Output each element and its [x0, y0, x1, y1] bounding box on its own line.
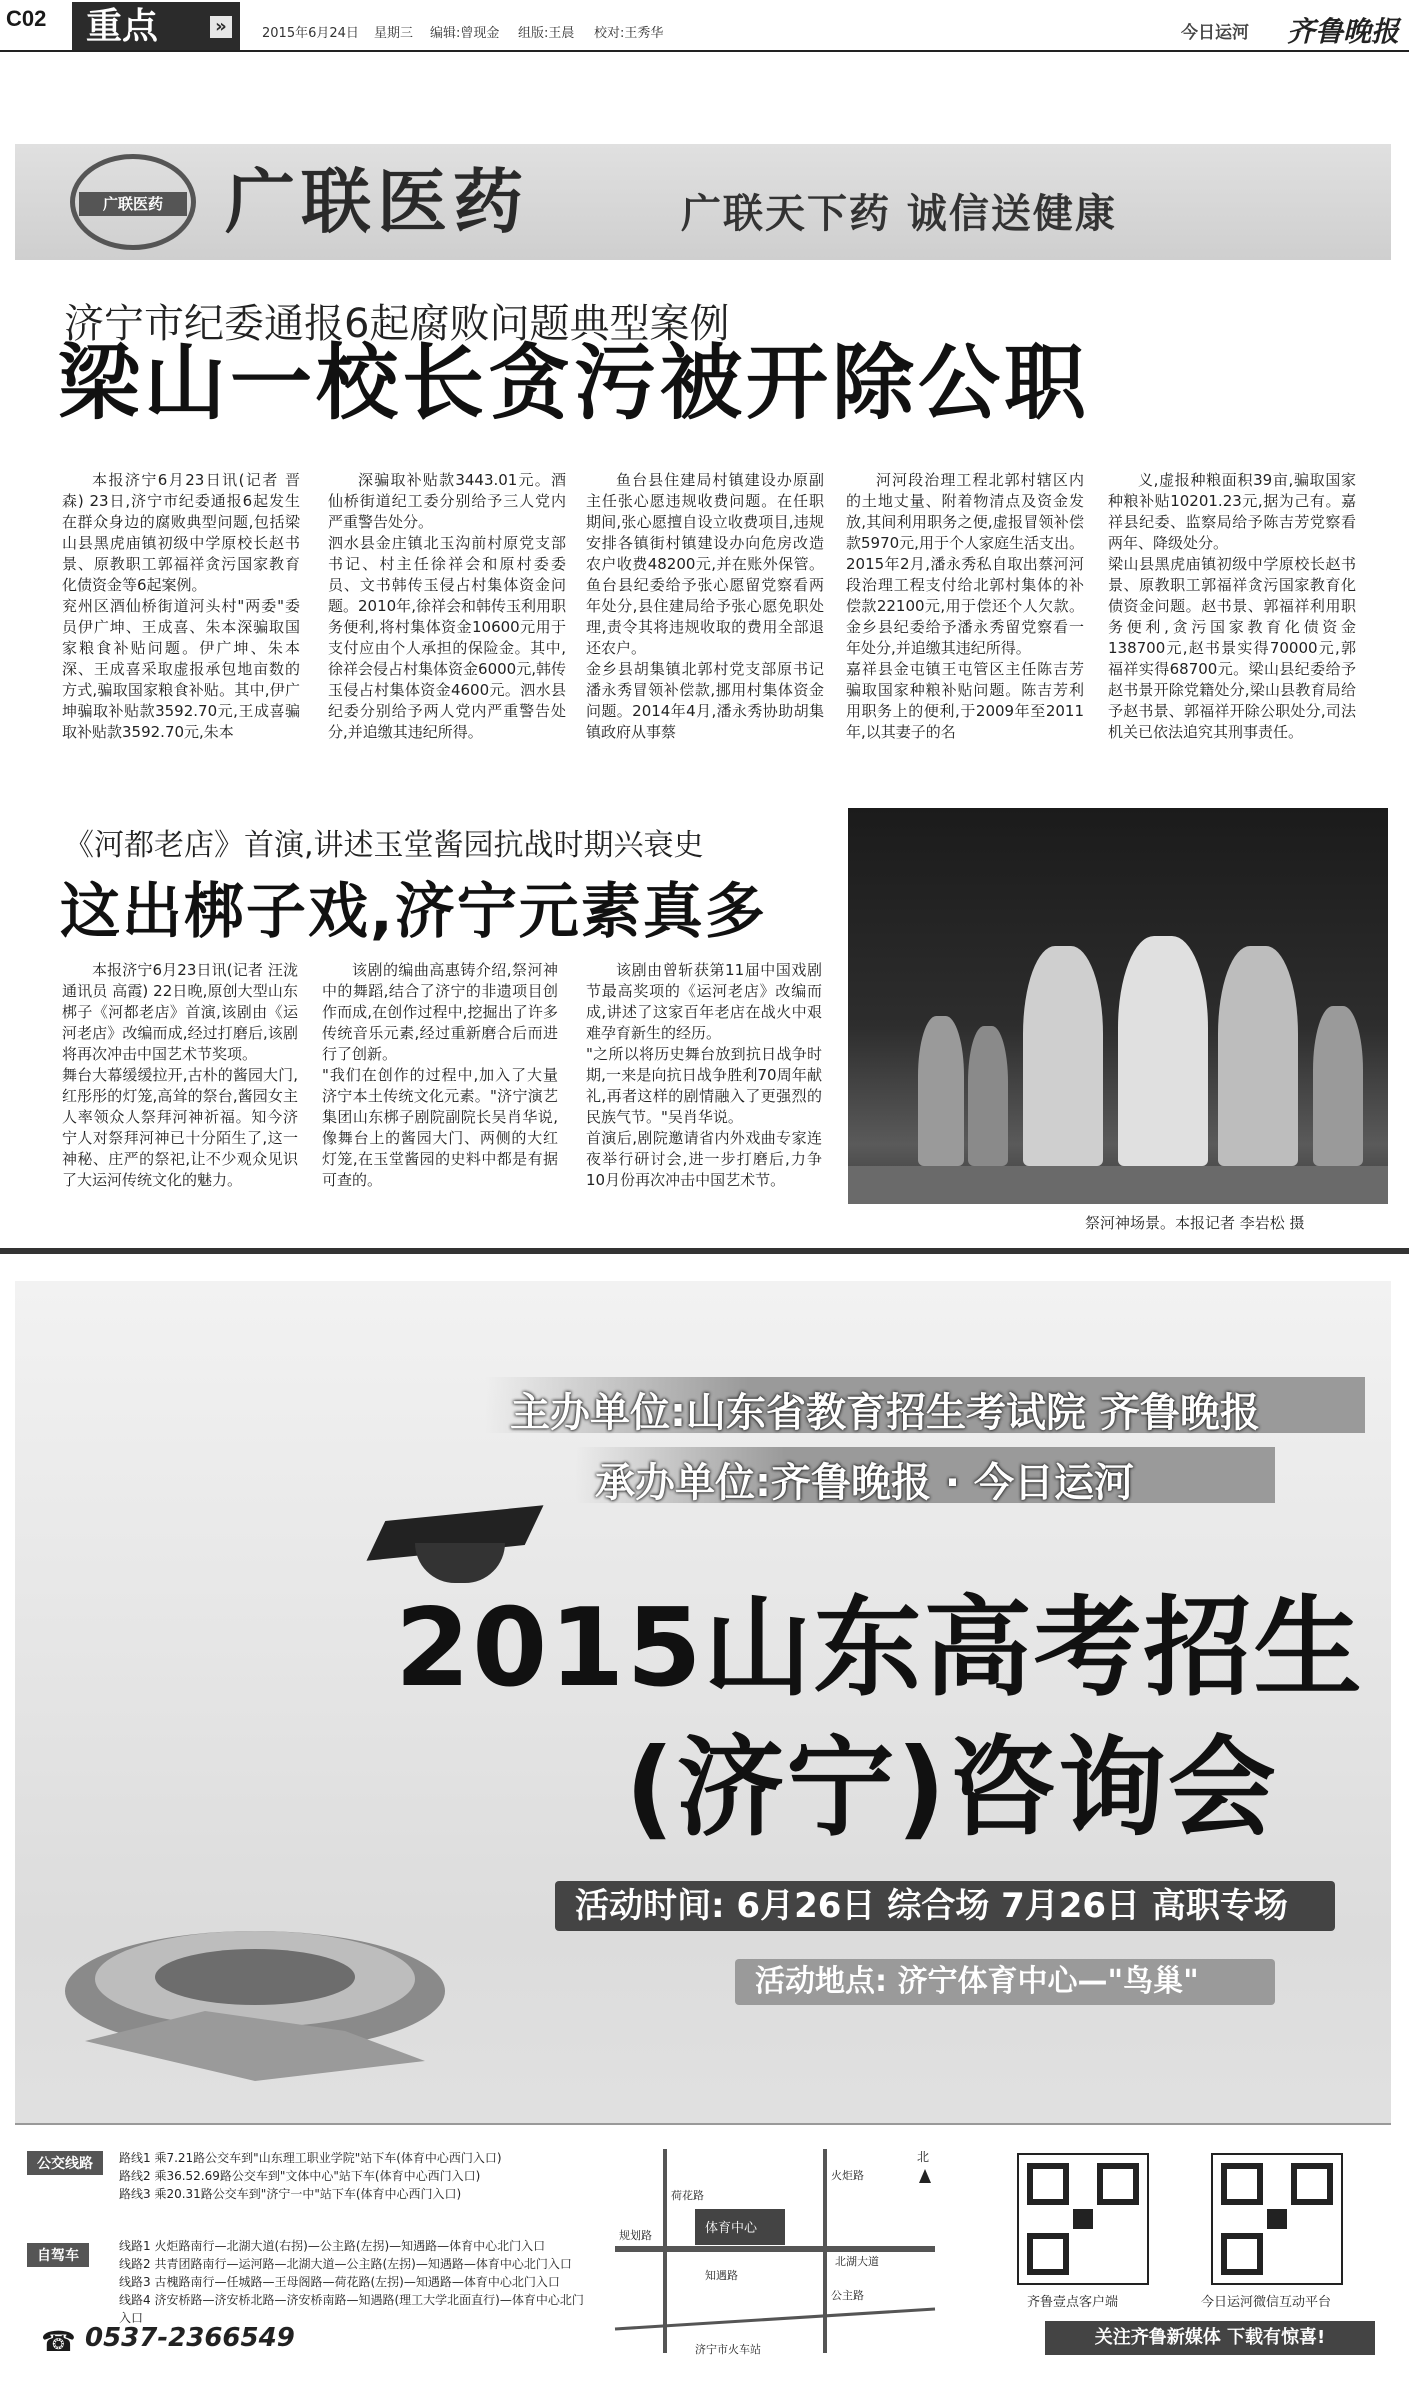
performer-figure: [1023, 946, 1103, 1166]
chevron-right-icon: »: [210, 16, 232, 38]
article1-column-2: [328, 470, 566, 743]
bus-routes: [119, 2149, 559, 2203]
organizer-bar: [485, 1377, 1365, 1436]
event-place-bar: [735, 1959, 1275, 2005]
map-label: 火炬路: [831, 2169, 864, 2182]
article1-column-3: [586, 470, 824, 743]
editor-credit: 编辑:曾现金: [430, 26, 500, 41]
performer-figure: [918, 1016, 964, 1166]
pharma-slogan: 广联天下药 诚信送健康: [681, 191, 1117, 237]
performer-figure: [1313, 1006, 1363, 1166]
bus-route: 路线3 乘20.31路公交车到"济宁一中"站下车(体育中心西门入口): [119, 2187, 462, 2201]
edition-name: 今日运河: [1181, 23, 1249, 43]
article1-text: 鱼台县住建局村镇建设办原副主任张心愿违规收费问题。在任职期间,张心愿擅自设立收费项目,违规安排各镇街村镇建设办向危房改造农户收费48200元,并在账外保管。鱼台县纪委给予张心愿留党察看两年处分,县住建局给予张心愿免职处理,责令其将违规收取的费用全部退还农户。 金乡县胡集镇北郭村党支部原书记潘永秀冒领补偿款,挪用村集体资金问题。2014年4月,潘永秀协助胡集镇政府从事蔡: [586, 471, 824, 741]
map-label: 济宁市火车站: [695, 2343, 761, 2356]
proof-credit: 校对:王秀华: [594, 26, 664, 41]
article1-text: 深骗取补贴款3443.01元。酒仙桥街道纪工委分别给予三人党内严重警告处分。 泗水县金庄镇北玉沟前村原党支部书记、村主任徐祥会和原村委委员、文书韩传玉侵占村集体资金问题。2010年,徐祥会和韩传玉利用职务便利,将村集体资金10600元用于支付应由个人承担的保险金。其中,徐祥会侵占村集体资金6000元,韩传玉侵占村集体资金4600元。泗水县纪委分别给予两人党内严重警告处分,并追缴其违纪所得。: [328, 471, 566, 741]
location-map: [605, 2139, 945, 2363]
article1-column-4: [846, 470, 1084, 743]
map-label: 北: [917, 2150, 930, 2164]
car-route: 线路1 火炬路南行—北湖大道(右拐)—公主路(左拐)—知遇路—体育中心北门入口: [119, 2239, 546, 2253]
article1-kicker: 济宁市纪委通报6起腐败问题典型案例: [64, 301, 730, 347]
issue-date: 2015年6月24日: [262, 26, 359, 41]
map-label: 北湖大道: [835, 2255, 879, 2268]
ad-info-strip: [15, 2123, 1391, 2371]
section-separator: [0, 1248, 1409, 1254]
event-place: 活动地点: 济宁体育中心—"鸟巢": [755, 1964, 1199, 1999]
car-route: 线路4 济安桥路—济安桥北路—济安桥南路—知遇路(理工大学北面直行)—体育中心北门入口: [119, 2293, 584, 2325]
phone-icon: ☎: [41, 2325, 76, 2358]
issue-weekday: 星期三: [374, 26, 414, 41]
stage-floor: [848, 1166, 1388, 1204]
performer-figure: [1118, 936, 1208, 1166]
article1-column-1: [62, 470, 300, 743]
article1-headline: 梁山一校长贪污被开除公职: [58, 336, 1091, 431]
article2-column-2: [322, 960, 558, 1191]
article2-column-1: [62, 960, 298, 1191]
exam-consultation-ad: [15, 1281, 1391, 2369]
article2-text: 该剧的编曲高惠铸介绍,祭河神中的舞蹈,结合了济宁的非遗项目创作而成,在创作过程中,挖掘出了许多传统音乐元素,经过重新磨合后而进行了创新。 "我们在创作的过程中,加入了大量济宁本土传统文化元素。"济宁演艺集团山东梆子剧院副院长吴肖华说,像舞台上的酱园大门、两侧的大红灯笼,在玉堂酱园的史料中都是有据可查的。: [322, 961, 558, 1189]
newspaper-logo: 齐鲁晚报: [1286, 15, 1399, 48]
ad-title-line-1: 2015山东高考招生: [395, 1586, 1364, 1711]
article2-column-3: [586, 960, 822, 1191]
follow-banner: 关注齐鲁新媒体 下载有惊喜!: [1045, 2321, 1375, 2355]
co-organizer-text: 承办单位:齐鲁晚报 · 今日运河: [595, 1460, 1135, 1506]
car-routes: [119, 2237, 589, 2327]
photo-caption: 祭河神场景。本报记者 李岩松 摄: [1085, 1214, 1305, 1232]
map-label: 体育中心: [705, 2221, 758, 2236]
pharma-banner: [15, 144, 1391, 260]
header-rule: [0, 50, 1409, 52]
article1-text: 本报济宁6月23日讯(记者 晋森) 23日,济宁市纪委通报6起发生在群众身边的腐败典型问题,包括梁山县黑虎庙镇初级中学原校长赵书景、原教职工郭福祥贪污国家教育化债资金等6起案例。 兖州区酒仙桥街道河头村"两委"委员伊广坤、王成喜、朱本深骗取国家粮食补贴问题。伊广坤、朱本深、王成喜采取虚报承包地亩数的方式,骗取国家粮食补贴。其中,伊广坤骗取补贴款3592.70元,王成喜骗取补贴款3592.70元,朱本: [62, 471, 300, 741]
event-time: 活动时间: 6月26日 综合场 7月26日 高职专场: [575, 1886, 1288, 1926]
map-label: 荷花路: [671, 2189, 704, 2202]
ad-title-line-2: (济宁)咨询会: [625, 1726, 1278, 1851]
article1-text: 义,虚报种粮面积39亩,骗取国家种粮补贴10201.23元,据为己有。嘉祥县纪委、监察局给予陈吉芳党察看两年、降级处分。 梁山县黑虎庙镇初级中学原校长赵书景、原教职工郭福祥贪污国家教育化债资金问题。赵书景、郭福祥利用职务便利,贪污国家教育化债资金138700元,赵书景实得70000元,郭福祥实得68700元。梁山县纪委给予赵书景开除党籍处分,梁山县教育局给予赵书景、郭福祥开除公职处分,司法机关已依法追究其刑事责任。: [1108, 471, 1356, 741]
car-route: 线路2 共青团路南行—运河路—北湖大道—公主路(左拐)—知遇路—体育中心北门入口: [119, 2257, 572, 2271]
bus-route: 路线2 乘36.52.69路公交车到"文体中心"站下车(体育中心西门入口): [119, 2169, 481, 2183]
pharma-emblem: [70, 154, 196, 250]
performer-figure: [968, 1026, 1008, 1166]
layout-credit: 组版:王晨: [518, 26, 575, 41]
co-organizer-bar: [575, 1447, 1275, 1506]
car-routes-label: 自驾车: [27, 2243, 89, 2267]
event-time-bar: [555, 1881, 1335, 1931]
article1-text: 河河段治理工程北郭村辖区内的土地丈量、附着物清点及资金发放,其间利用职务之便,虚报冒领补偿款5970元,用于个人家庭生活支出。2015年2月,潘永秀私自取出蔡河河段治理工程支付给北郭村集体的补偿款22100元,用于偿还个人欠款。金乡县纪委给予潘永秀留党察看一年处分,并追缴其违纪所得。 嘉祥县金屯镇王屯管区主任陈吉芳骗取国家种粮补贴问题。陈吉芳利用职务上的便利,于2009年至2011年,以其妻子的名: [846, 471, 1084, 741]
section-label: [72, 2, 240, 52]
bus-routes-label: 公交线路: [27, 2151, 103, 2175]
page-number: C02: [6, 6, 47, 31]
stadium-illustration: [45, 1841, 465, 2091]
qr-code-2-caption: 今日运河微信互动平台: [1201, 2295, 1332, 2310]
pharma-name: 广联医药: [225, 161, 529, 243]
article2-text: 该剧由曾斩获第11届中国戏剧节最高奖项的《运河老店》改编而成,讲述了这家百年老店在战火中艰难孕育新生的经历。 "之所以将历史舞台放到抗日战争时期,一来是向抗日战争胜利70周年献礼,再者这样的剧情融入了更强烈的民族气节。"吴肖华说。 首演后,剧院邀请省内外戏曲专家连夜举行研讨会,进一步打磨后,力争10月份再次冲击中国艺术节。: [586, 961, 822, 1189]
section-title: 重点: [86, 6, 159, 47]
article2-kicker: 《河都老店》首演,讲述玉堂酱园抗战时期兴衰史: [64, 828, 704, 863]
qr-code-2[interactable]: [1211, 2153, 1343, 2285]
article2-text: 本报济宁6月23日讯(记者 汪泷 通讯员 高霞) 22日晚,原创大型山东梆子《河都老店》首演,该剧由《运河老店》改编而成,经过打磨后,该剧将再次冲击中国艺术节奖项。 舞台大幕缓缓拉开,古朴的酱园大门,红彤彤的灯笼,高耸的祭台,酱园女主人率领众人祭拜河神祈福。知今济宁人对祭拜河神已十分陌生了,这一神秘、庄严的祭祀,让不少观众见识了大运河传统文化的魅力。: [62, 961, 298, 1189]
contact-phone: 0537-2366549: [85, 2323, 295, 2353]
article1-column-5: [1108, 470, 1356, 743]
qr-code-1[interactable]: [1017, 2153, 1149, 2285]
bus-route: 路线1 乘7.21路公交车到"山东理工职业学院"站下车(体育中心西门入口): [119, 2151, 502, 2165]
car-route: 线路3 古槐路南行—任城路—王母阁路—荷花路(左拐)—知遇路—体育中心北门入口: [119, 2275, 560, 2289]
qr-code-1-caption: 齐鲁壹点客户端: [1027, 2295, 1119, 2310]
performer-figure: [1218, 946, 1298, 1166]
map-label: 规划路: [619, 2229, 652, 2242]
article2-headline: 这出梆子戏,济宁元素真多: [60, 877, 767, 947]
map-label: 公主路: [831, 2289, 864, 2302]
opera-photo: [848, 808, 1388, 1204]
pharma-emblem-text: 广联医药: [79, 192, 187, 216]
organizer-text: 主办单位:山东省教育招生考试院 齐鲁晚报: [510, 1390, 1260, 1436]
map-label: 知遇路: [705, 2269, 738, 2282]
stadium-field: [155, 1949, 355, 2005]
